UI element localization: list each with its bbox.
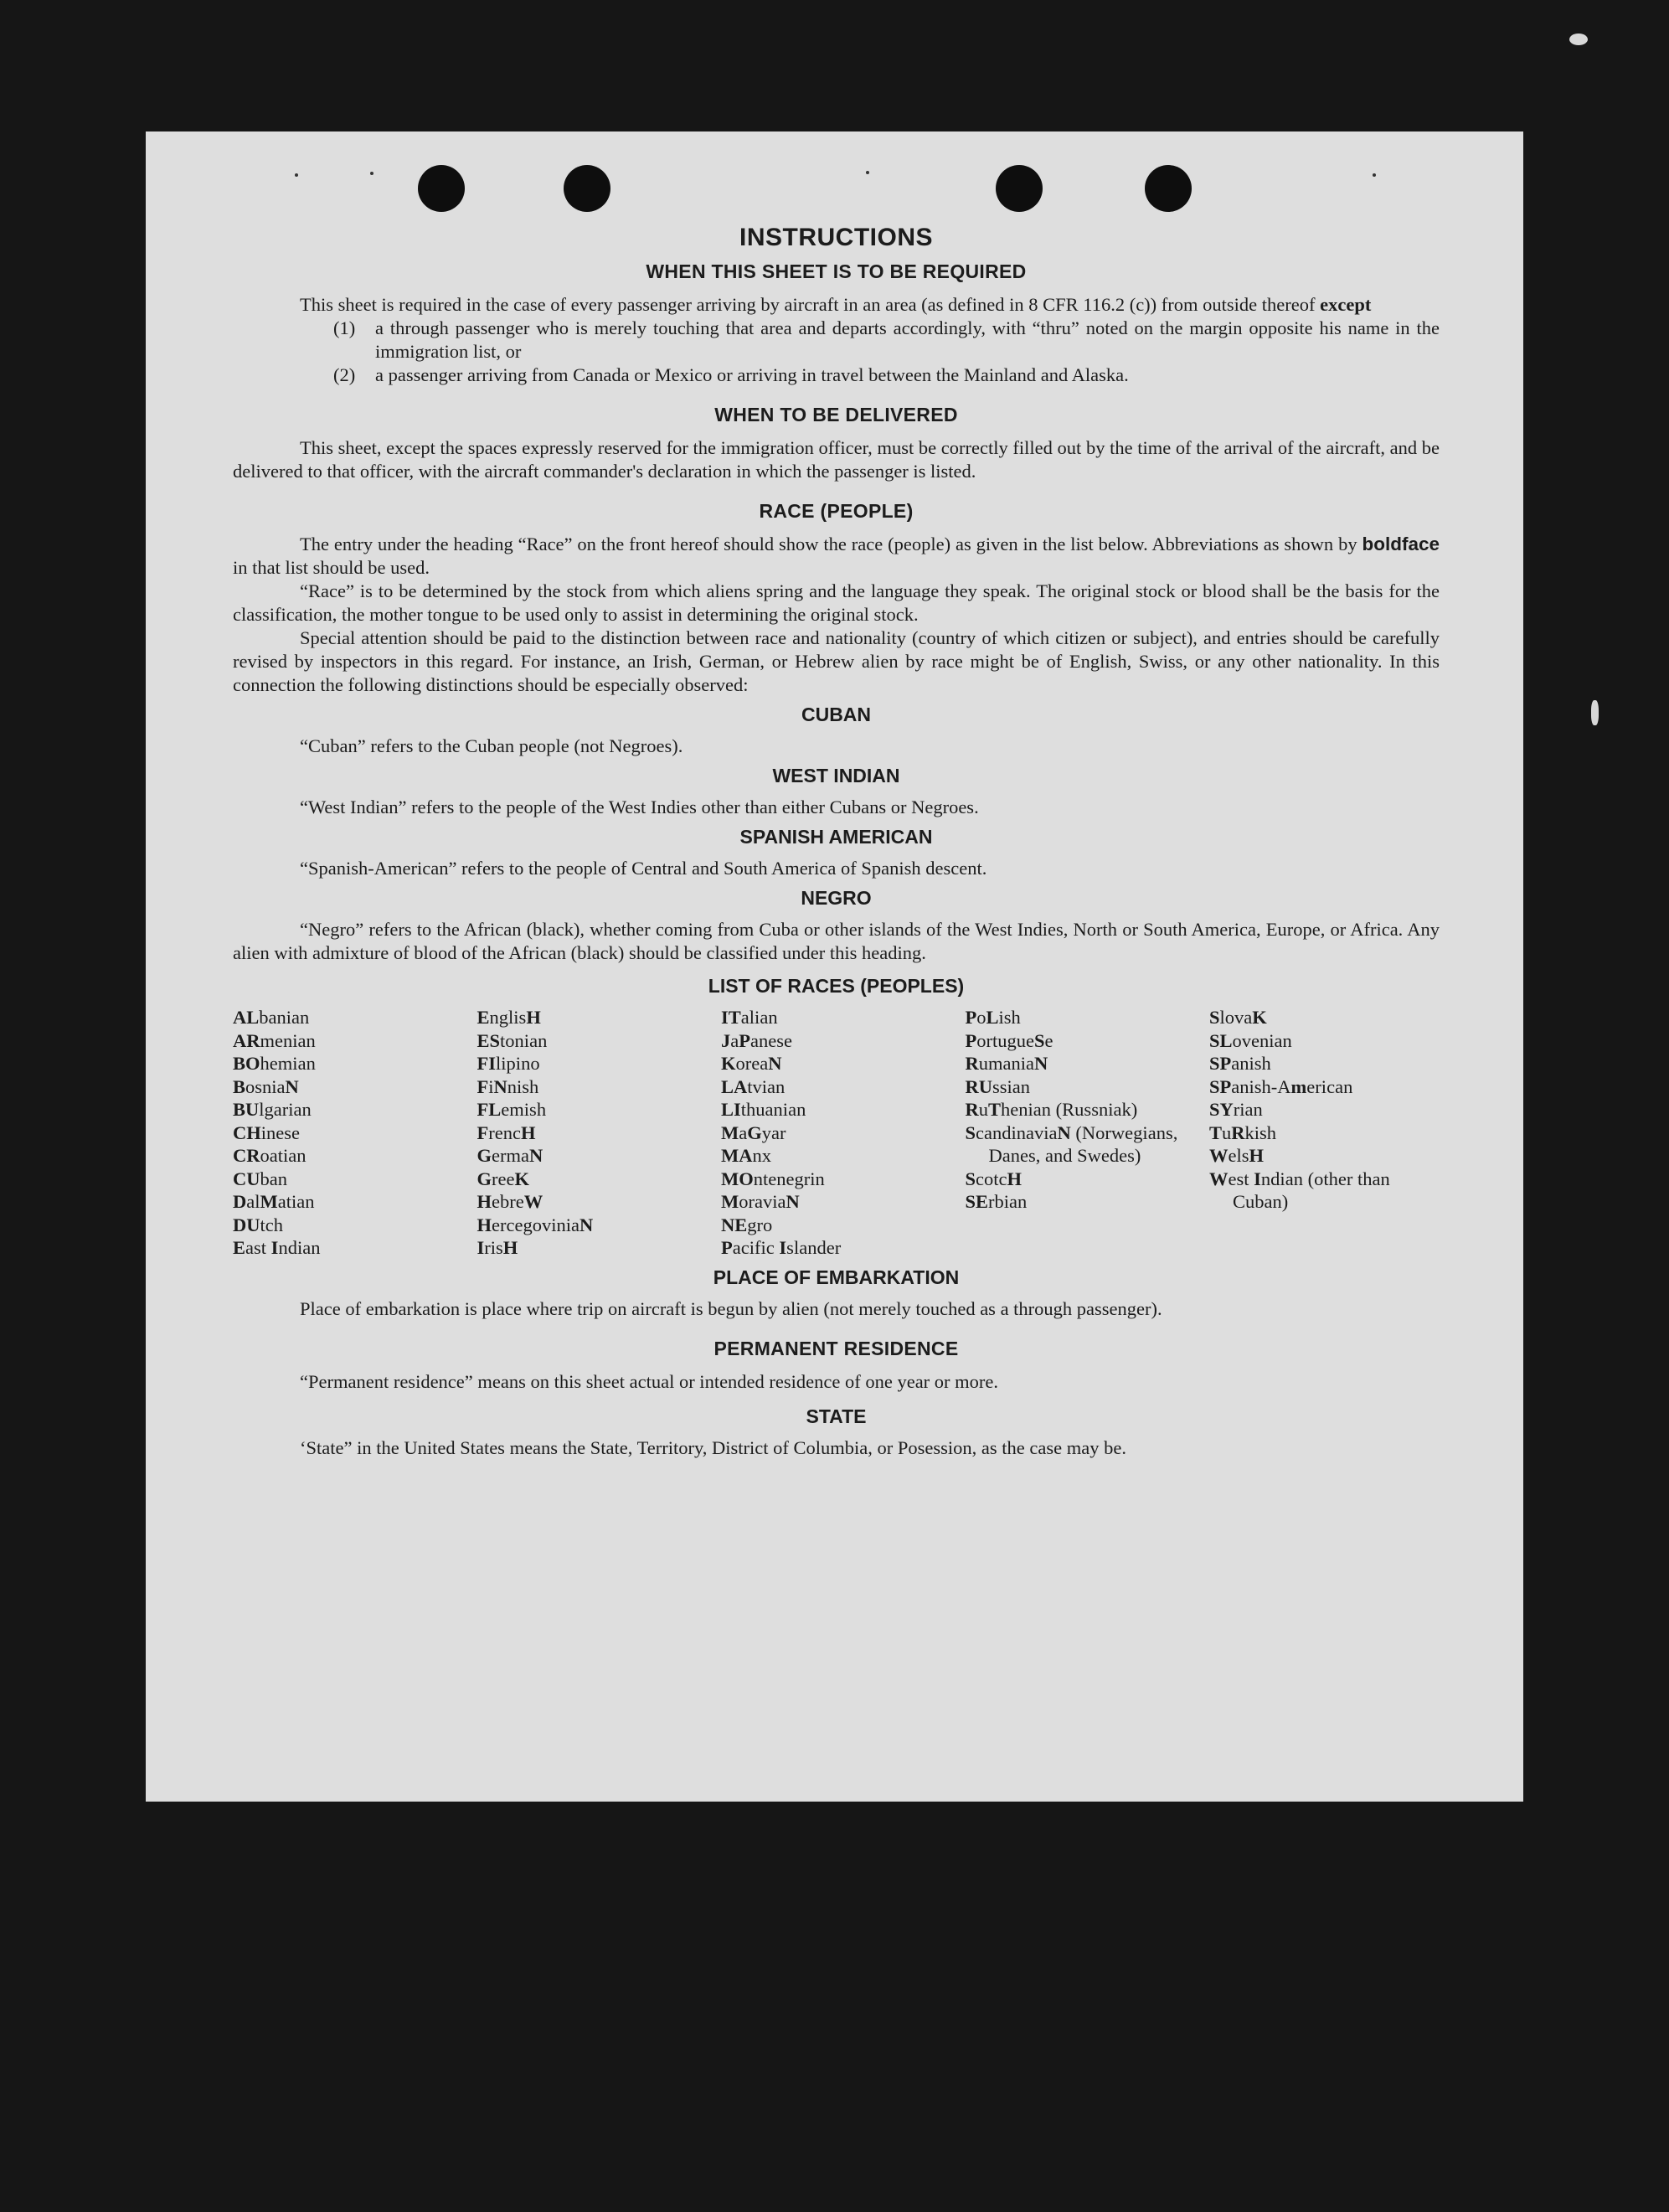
negro-heading: NEGRO: [801, 887, 872, 909]
race-entry: JaPanese: [721, 1029, 793, 1051]
race-entry: DUtch: [233, 1214, 284, 1235]
race-paragraph-2: “Race” is to be determined by the stock from which aliens spring and the language they speak. The original stock or blood shall be the basis for the classification, the mother tongue to be used only to assist in determining the original stock.: [233, 580, 1440, 625]
required-item-2: (2) a passenger arriving from Canada or Mexico or arriving in travel between the Mainland and Alaska.: [333, 364, 1129, 385]
document-body: [233, 224, 1440, 1460]
race-entry: CRoatian: [233, 1145, 306, 1166]
race-paragraph-1: The entry under the heading “Race” on the front hereof should show the race (people) as given in the list below. Abbreviations as shown by boldface in that list should be used.: [233, 534, 1440, 578]
delivered-heading: WHEN TO BE DELIVERED: [714, 404, 958, 425]
race-entry: ScandinaviaN (Norwegians, Danes, and Swedes): [965, 1121, 1178, 1166]
race-entry: IrisH: [476, 1237, 518, 1258]
race-entry: PortugueSe: [965, 1029, 1053, 1051]
race-entry: KoreaN: [721, 1053, 782, 1074]
race-entry: SPanish-American: [1209, 1075, 1353, 1097]
race-entry: PoLish: [965, 1007, 1021, 1028]
race-entry: EnglisH: [476, 1007, 541, 1028]
race-entry: SPanish: [1209, 1053, 1271, 1074]
negro-text: “Negro” refers to the African (black), whether coming from Cuba or other islands of the West Indies, North or South America, Europe, or Africa. Any alien with admixture of blood of the African (black) should be classified under this heading.: [233, 919, 1440, 963]
spanish-american-text: “Spanish-American” refers to the people of Central and South America of Spanish descent.: [300, 858, 987, 879]
punch-hole: [996, 165, 1043, 212]
race-column: [1209, 1006, 1440, 1260]
west-indian-heading: WEST INDIAN: [772, 765, 900, 786]
race-entry: CUban: [233, 1168, 287, 1189]
scan-speck: [1569, 34, 1588, 45]
scan-dot: [295, 173, 298, 177]
punch-hole: [564, 165, 610, 212]
race-entry: BUlgarian: [233, 1099, 312, 1120]
race-entry: EStonian: [476, 1029, 548, 1051]
race-entry: FLemish: [476, 1099, 547, 1120]
document-sheet: [146, 131, 1523, 1802]
embarkation-text: Place of embarkation is place where trip on aircraft is begun by alien (not merely touched as a through passenger).: [300, 1297, 1162, 1319]
race-entry: WelsH: [1209, 1145, 1265, 1166]
scan-speck: [1591, 700, 1599, 725]
race-entry: SErbian: [965, 1191, 1028, 1212]
race-entry: GermaN: [476, 1145, 543, 1166]
race-entry: TuRkish: [1209, 1121, 1277, 1143]
race-entry: HebreW: [476, 1191, 543, 1212]
page-title: INSTRUCTIONS: [739, 224, 933, 251]
race-column: [721, 1006, 951, 1260]
race-entry: FIlipino: [476, 1053, 540, 1074]
punch-hole: [1145, 165, 1192, 212]
race-entry: LAtvian: [721, 1075, 786, 1097]
race-entry: East Indian: [233, 1237, 321, 1258]
race-entry: ITalian: [721, 1007, 778, 1028]
embarkation-heading: PLACE OF EMBARKATION: [713, 1266, 960, 1288]
race-entry: FrencH: [476, 1121, 536, 1143]
cuban-text: “Cuban” refers to the Cuban people (not Negroes).: [300, 735, 683, 756]
race-entry: ALbanian: [233, 1007, 310, 1028]
race-entry: MoraviaN: [721, 1191, 800, 1212]
race-entry: BOhemian: [233, 1053, 316, 1074]
race-column: [477, 1006, 708, 1260]
scan-dot: [1373, 173, 1376, 177]
race-entry: NEgro: [721, 1214, 773, 1235]
spanish-american-heading: SPANISH AMERICAN: [739, 826, 933, 848]
race-entry: CHinese: [233, 1121, 301, 1143]
race-entry: FiNnish: [476, 1075, 539, 1097]
race-entry: GreeK: [476, 1168, 530, 1189]
race-entry: HercegoviniaN: [476, 1214, 594, 1235]
race-column: [966, 1006, 1196, 1260]
required-heading: WHEN THIS SHEET IS TO BE REQUIRED: [646, 260, 1027, 282]
race-entry: West Indian (other than Cuban): [1209, 1168, 1390, 1212]
race-entry: DalMatian: [233, 1191, 315, 1212]
race-entry: SlovaK: [1209, 1007, 1267, 1028]
punch-hole: [418, 165, 465, 212]
race-entry: MAnx: [721, 1145, 771, 1166]
race-entry: MOntenegrin: [721, 1168, 825, 1189]
race-list-heading: LIST OF RACES (PEOPLES): [708, 975, 965, 997]
residence-text: “Permanent residence” means on this sheet actual or intended residence of one year or more.: [300, 1370, 999, 1392]
race-entry: ScotcH: [965, 1168, 1023, 1189]
residence-heading: PERMANENT RESIDENCE: [713, 1337, 959, 1359]
race-entry: SYrian: [1209, 1099, 1263, 1120]
delivered-text: This sheet, except the spaces expressly reserved for the immigration officer, must be correctly filled out by the time of the arrival of the aircraft, and be delivered to that officer, with the aircraft commander's declaration in which the passenger is listed.: [233, 437, 1440, 482]
state-heading: STATE: [806, 1405, 867, 1427]
race-paragraph-3: Special attention should be paid to the distinction between race and nationality (country of which citizen or subject), and entries should be carefully revised by inspectors in this regard. For instance, an Irish, German, or Hebrew alien by race might be of English, Swiss, or any other nationality. In this connection the following distinctions should be especially observed:: [233, 627, 1440, 695]
required-item-1: (1) a through passenger who is merely touching that area and departs accordingly, with “thru” noted on the margin opposite his name in the immigration list, or: [333, 317, 1440, 362]
race-list: [233, 1006, 1440, 1260]
race-entry: BosniaN: [233, 1075, 299, 1097]
race-entry: RumaniaN: [965, 1053, 1048, 1074]
race-entry: LIthuanian: [721, 1099, 806, 1120]
west-indian-text: “West Indian” refers to the people of the West Indies other than either Cubans or Negroes.: [300, 797, 979, 817]
required-intro: This sheet is required in the case of every passenger arriving by aircraft in an area (as defined in 8 CFR 116.2 (c)) from outside thereof except: [300, 294, 1372, 315]
race-column: [233, 1006, 463, 1260]
race-entry: ARmenian: [233, 1029, 316, 1051]
race-entry: Pacific Islander: [721, 1237, 842, 1258]
race-entry: MaGyar: [721, 1121, 786, 1143]
race-entry: RUssian: [965, 1075, 1031, 1097]
scan-dot: [370, 172, 373, 175]
state-text: ‘State” in the United States means the State, Territory, District of Columbia, or Posession, as the case may be.: [300, 1436, 1126, 1458]
cuban-heading: CUBAN: [801, 704, 872, 725]
scan-dot: [866, 171, 869, 174]
race-entry: SLovenian: [1209, 1029, 1292, 1051]
race-heading: RACE (PEOPLE): [759, 500, 914, 522]
race-entry: RuThenian (Russniak): [965, 1099, 1138, 1120]
